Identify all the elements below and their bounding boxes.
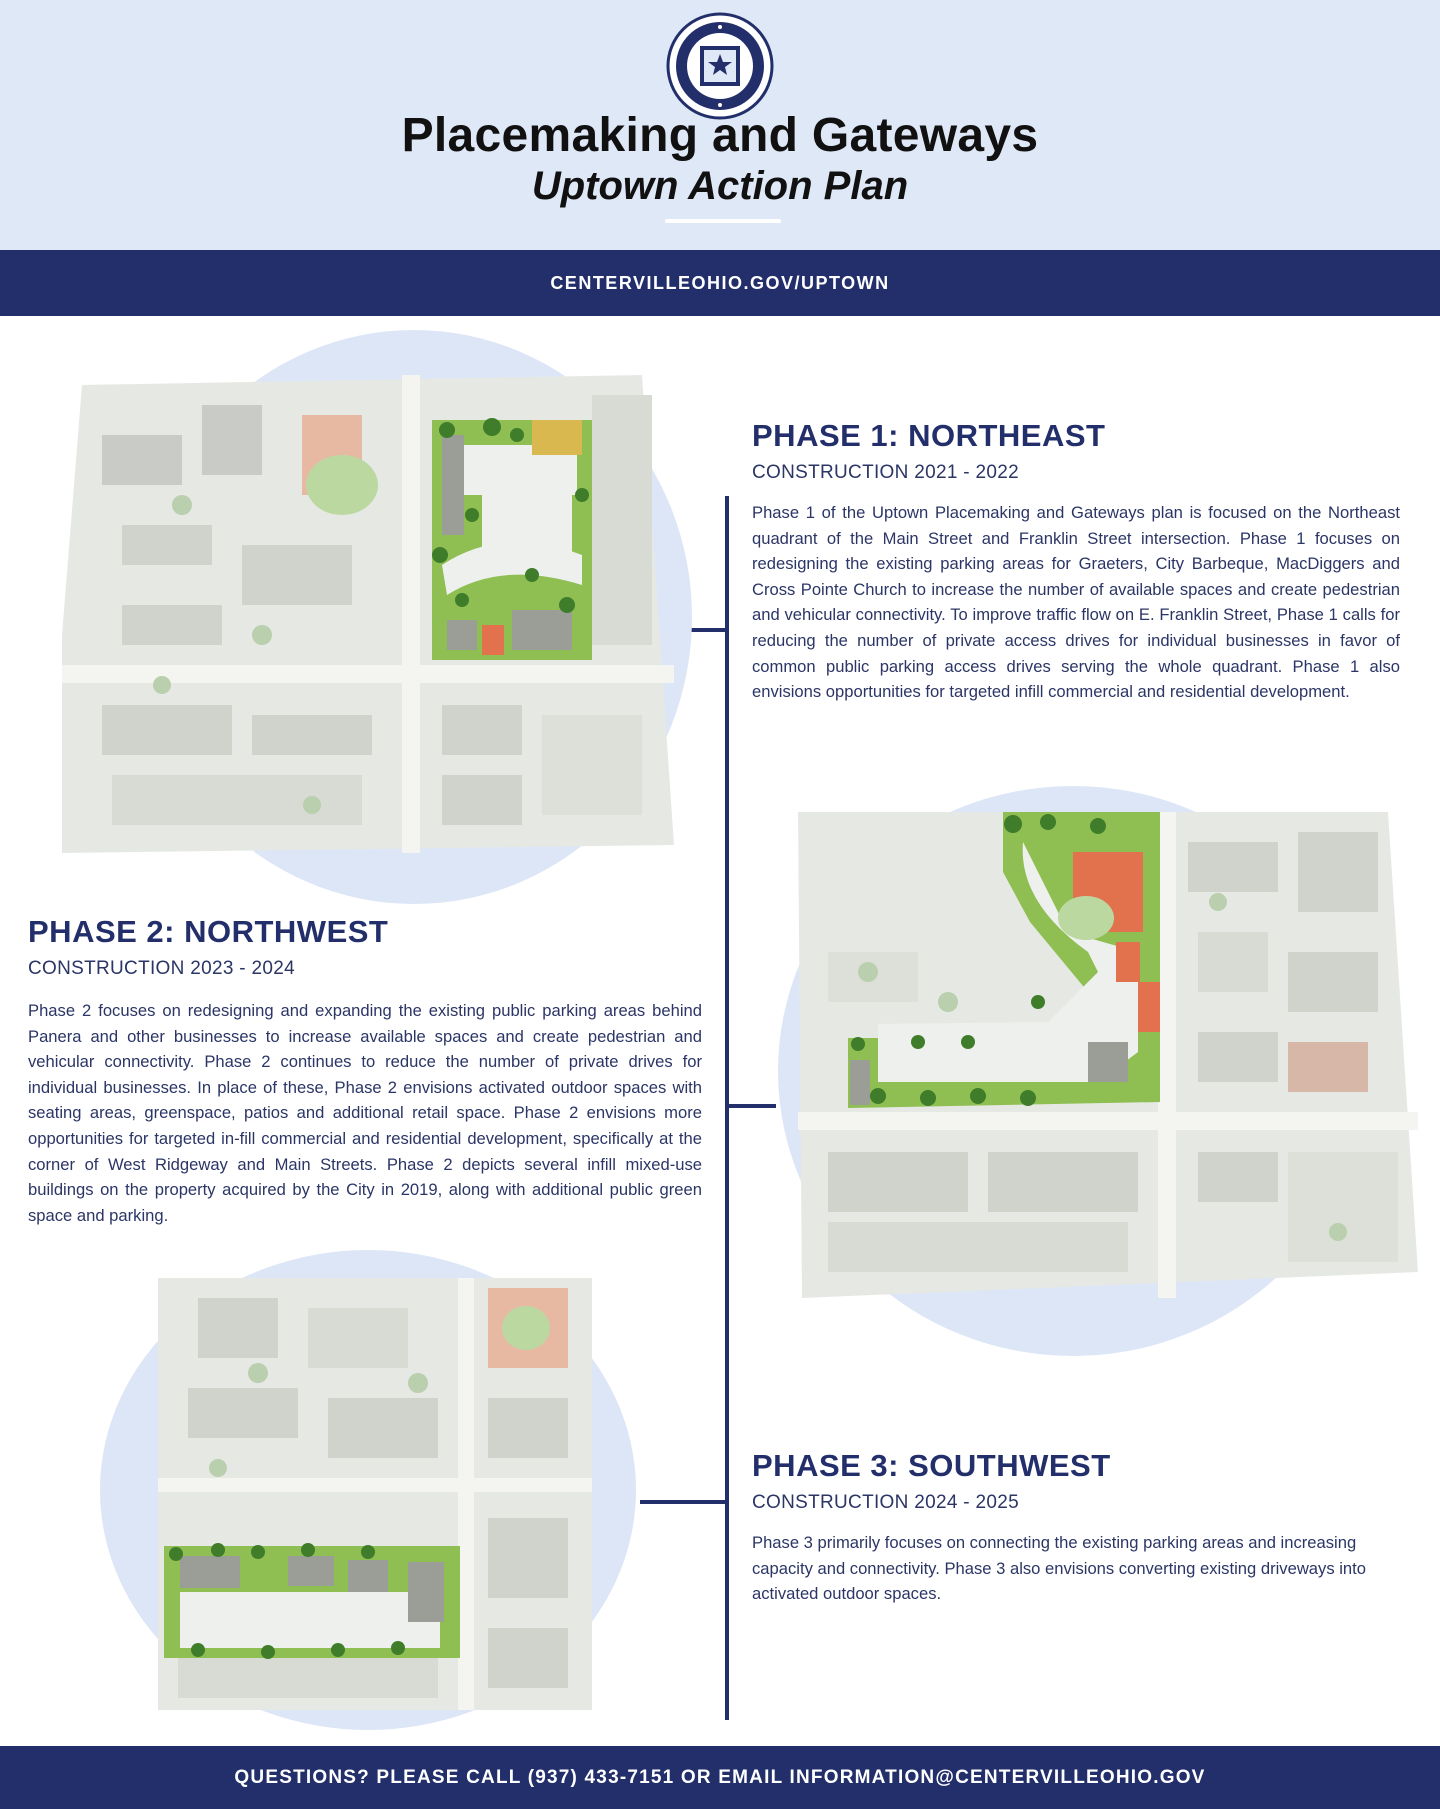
phase3-site-plan-image (158, 1278, 592, 1710)
city-seal-logo (666, 12, 774, 120)
phase3-connector (640, 1500, 728, 1504)
phase2-description: Phase 2 focuses on redesigning and expanding the existing public parking areas behind Panera and other businesses to increase available spaces and create pedestrian and vehicular connectivity. Phase 2 continues to reduce the number of private drives for individual businesses. In place of these, Phase 2 envisions activated outdoor spaces with seating areas, greenspace, patios and additional retail space. Phase 2 envisions more opportunities for targeted in-fill commercial and residential development, specifically at the corner of West Ridgeway and Main Streets. Phase 2 depicts several infill mixed-use buildings on the property acquired by the City in 2019, along with additional public green space and parking. (28, 1001, 702, 1225)
phase2-title: PHASE 2: NORTHWEST (28, 914, 389, 949)
phase1-connector (688, 628, 728, 632)
phase3-construction-dates: CONSTRUCTION 2024 - 2025 (752, 1492, 1019, 1513)
title-underline (665, 219, 781, 223)
phase2-construction-dates: CONSTRUCTION 2023 - 2024 (28, 958, 295, 979)
page-title: Placemaking and Gateways (401, 109, 1039, 162)
header-band (0, 0, 1440, 250)
phase1-description: Phase 1 of the Uptown Placemaking and Gateways plan is focused on the Northeast quadrant of the Main Street and Franklin Street intersection. Phase 1 focuses on redesigning the existing parking areas for Graeters, City Barbeque, MacDiggers and Cross Pointe Church to increase the number of available spaces and create pedestrian and vehicular connectivity. To improve traffic flow on E. Franklin Street, Phase 1 calls for reducing the number of private access drives for individual businesses in favor of common public parking access drives serving the whole quadrant. Phase 1 also envisions opportunities for targeted infill commercial and residential development. (752, 503, 1400, 702)
phase3-description: Phase 3 primarily focuses on connecting the existing parking areas and increasing capacity and connectivity. Phase 3 also envisions converting existing driveways into activated outdoor spaces. (752, 1533, 1366, 1604)
phase2-connector (728, 1104, 776, 1108)
phase3-title: PHASE 3: SOUTHWEST (752, 1448, 1111, 1483)
phase1-site-plan-image (62, 375, 678, 855)
contact-footer[interactable]: QUESTIONS? PLEASE CALL (937) 433-7151 OR EMAIL INFORMATION@CENTERVILLEOHIO.GOV (0, 1746, 1440, 1809)
timeline-line (725, 496, 729, 1720)
phase2-site-plan-image (798, 812, 1418, 1298)
page-subtitle: Uptown Action Plan (531, 164, 909, 208)
website-url-banner[interactable]: CENTERVILLEOHIO.GOV/UPTOWN (0, 250, 1440, 316)
phase1-title: PHASE 1: NORTHEAST (752, 418, 1106, 453)
phase1-construction-dates: CONSTRUCTION 2021 - 2022 (752, 462, 1019, 483)
